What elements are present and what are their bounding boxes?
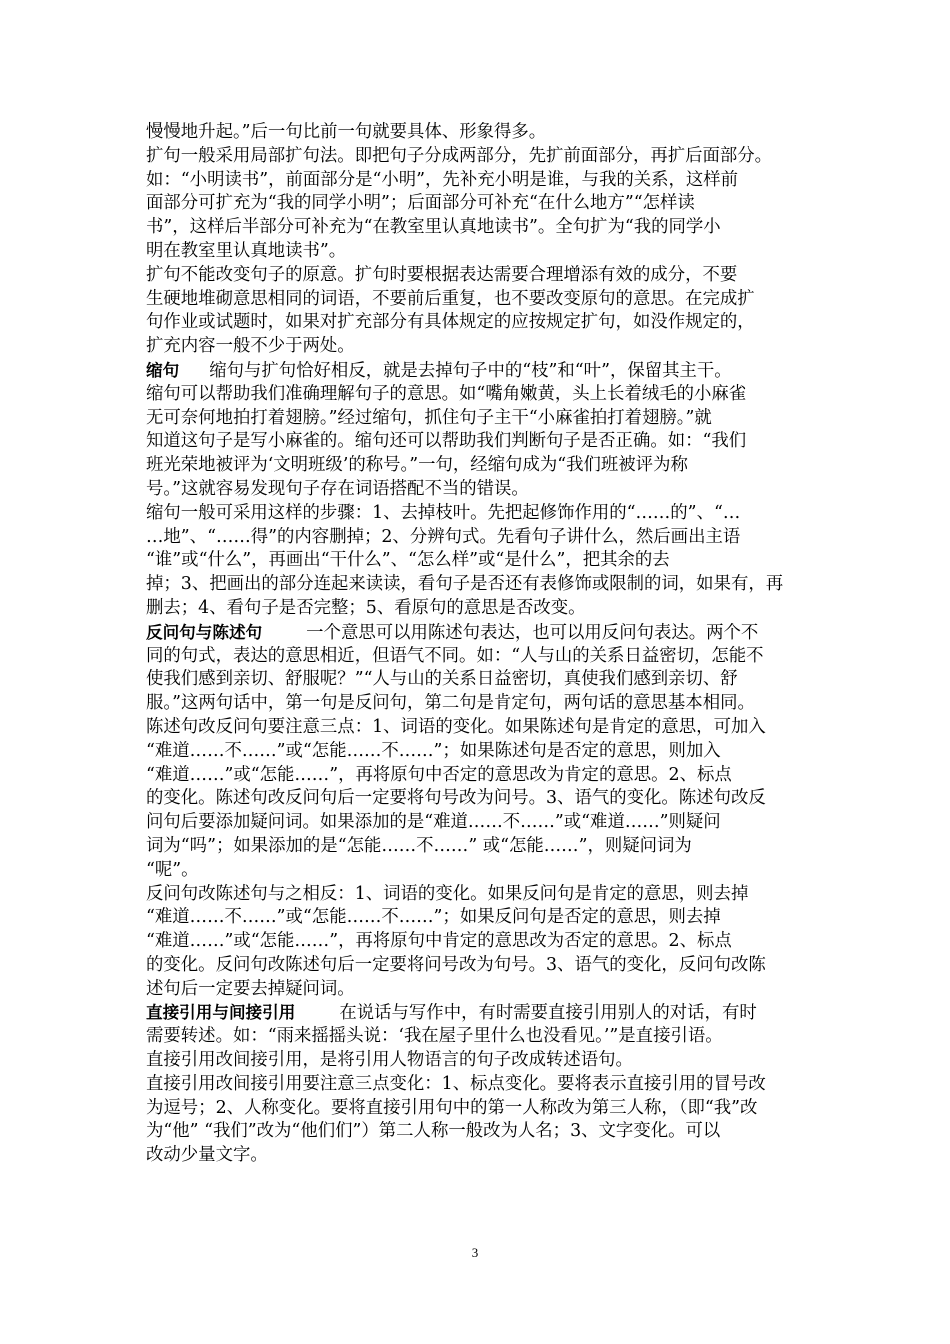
text-line: 一个意思可以用陈述句表达，也可以用反问句表达。两个不: [306, 622, 759, 643]
text-line: 同的句式，表达的意思相近，但语气不同。如：“人与山的关系日益密切，怎能不: [146, 645, 764, 666]
text-line: 扩充内容一般不少于两处。: [146, 336, 355, 357]
text-line: 扩句一般采用局部扩句法。即把句子分成两部分，先扩前面部分，再扩后面部分。: [146, 145, 773, 166]
section-heading-yinyong: 直接引用与间接引用: [146, 1003, 296, 1023]
text-line: 述句后一定要去掉疑问词。: [146, 978, 355, 999]
text-line: 为“他” “我们”改为“他们们”）第二人称一般改为人名；3、文字变化。可以: [146, 1121, 721, 1142]
section-line-suoju: [146, 359, 826, 383]
text-line: 问句后要添加疑问词。如果添加的是“难道……不……”或“难道……”则疑问: [146, 812, 721, 833]
text-line: 掉；3、把画出的部分连起来读读，看句子是否还有表修饰或限制的词，如果有，再: [146, 574, 784, 595]
text-line: 无可奈何地拍打着翅膀。”经过缩句，抓住句子主干“小麻雀拍打着翅膀。”就: [146, 407, 712, 428]
text-line: “呢”。: [146, 859, 199, 880]
text-line: “难道……不……”或“怎能……不……”；如果陈述句是否定的意思，则加入: [146, 740, 721, 761]
text-line: 为逗号；2、人称变化。要将直接引用句中的第一人称改为第三人称，（即“我”改: [146, 1097, 758, 1118]
text-line: 反问句改陈述句与之相反：1、词语的变化。如果反问句是肯定的意思，则去掉: [146, 883, 749, 904]
page-number: 3: [471, 1245, 479, 1260]
section-heading-suoju: 缩句: [146, 360, 180, 380]
text-line: 需要转述。如：“雨来摇摇头说：‘我在屋子里什么也没看见。’”是直接引语。: [146, 1026, 723, 1047]
text-line: …地”、“……得”的内容删掉；2、分辨句式。先看句子讲什么，然后画出主语: [146, 526, 741, 547]
text-line: 词为“吗”；如果添加的是“怎能……不……” 或“怎能……”，则疑问词为: [146, 835, 692, 856]
text-line: 面部分可扩充为“我的同学小明”；后面部分可补充“在什么地方”“怎样读: [146, 193, 695, 214]
text-line: 的变化。陈述句改反问句后一定要将句号改为问号。3、语气的变化。陈述句改反: [146, 788, 766, 809]
text-line: 明在教室里认真地读书”。: [146, 240, 347, 261]
text-line: 直接引用改间接引用要注意三点变化：1、标点变化。要将表示直接引用的冒号改: [146, 1073, 766, 1094]
text-line: 缩句一般可采用这样的步骤：1、去掉枝叶。先把起修饰作用的“……的”、“…: [146, 502, 741, 523]
section-line-yinyong: [146, 1001, 826, 1025]
section-line-fanwen: [146, 621, 826, 645]
text-line: 直接引用改间接引用，是将引用人物语言的句子改成转述语句。: [146, 1050, 633, 1071]
text-line: 使我们感到亲切、舒服呢？”“人与山的关系日益密切，真使我们感到亲切、舒: [146, 669, 738, 690]
text-line: 改动少量文字。: [146, 1145, 268, 1166]
text-line: 生硬地堆砌意思相同的词语，不要前后重复，也不要改变原句的意思。在完成扩: [146, 288, 755, 309]
text-line: 慢慢地升起。”后一句比前一句就要具体、形象得多。: [146, 122, 547, 142]
text-line: 知道这句子是写小麻雀的。缩句还可以帮助我们判断句子是否正确。如：“我们: [146, 431, 747, 452]
text-line: 删去；4、看句子是否完整；5、看原句的意思是否改变。: [146, 597, 586, 618]
text-line: 服。”这两句话中，第一句是反问句，第二句是肯定句，两句话的意思基本相同。: [146, 693, 755, 714]
text-line: “谁”或“什么”，再画出“干什么”、“怎么样”或“是什么”，把其余的去: [146, 550, 670, 571]
text-line: 号。”这就容易发现句子存在词语搭配不当的错误。: [146, 478, 529, 499]
text-line: 班光荣地被评为‘文明班级’的称号。”一句，经缩句成为“我们班被评为称: [146, 455, 688, 476]
text-line: 的变化。反问句改陈述句后一定要将问号改为句号。3、语气的变化，反问句改陈: [146, 954, 766, 975]
text-line: “难道……”或“怎能……”，再将原句中否定的意思改为肯定的意思。2、标点: [146, 764, 732, 785]
text-line: 句作业或试题时，如果对扩充部分有具体规定的应按规定扩句，如没作规定的，: [146, 312, 755, 333]
text-line: “难道……不……”或“怎能……不……”；如果反问句是否定的意思，则去掉: [146, 907, 721, 928]
document-body: [146, 121, 826, 1168]
text-line: 书”，这样后半部分可补充为“在教室里认真地读书”。全句扩为“我的同学小: [146, 217, 721, 238]
text-line: 如：“小明读书”，前面部分是“小明”，先补充小明是谁，与我的关系，这样前: [146, 169, 739, 190]
text-line: 陈述句改反问句要注意三点：1、词语的变化。如果陈述句是肯定的意思，可加入: [146, 716, 766, 737]
text-line: “难道……”或“怎能……”，再将原句中肯定的意思改为否定的意思。2、标点: [146, 931, 732, 952]
text-line: 扩句不能改变句子的原意。扩句时要根据表达需要合理增添有效的成分，不要: [146, 264, 738, 285]
text-line: 缩句可以帮助我们准确理解句子的意思。如“嘴角嫩黄，头上长着绒毛的小麻雀: [146, 383, 747, 404]
text-line: 缩句与扩句恰好相反，就是去掉句子中的“枝”和“叶”，保留其主干。: [209, 360, 732, 381]
text-line: 在说话与写作中，有时需要直接引用别人的对话，有时: [339, 1003, 757, 1024]
section-heading-fanwen: 反问句与陈述句: [146, 622, 263, 642]
